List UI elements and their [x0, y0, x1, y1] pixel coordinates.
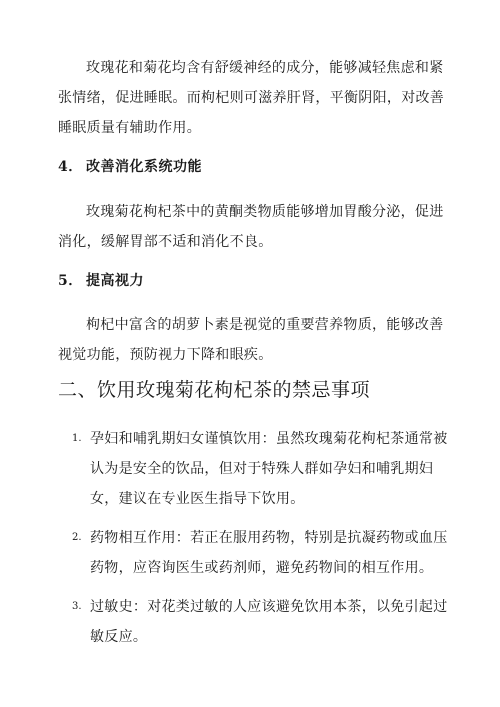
- list-marker: 3.: [72, 601, 82, 612]
- list-item: [72, 523, 452, 583]
- subheading-vision: [58, 271, 144, 291]
- subheading-number: 4．: [58, 159, 83, 175]
- list-item-text: 药物相互作用：若正在服用药物，特别是抗凝药物或血压药物，应咨询医生或药剂师，避免药物间的相互作用。: [90, 530, 448, 576]
- subheading-text: 提高视力: [86, 273, 144, 289]
- paragraph-sleep: 玫瑰花和菊花均含有舒缓神经的成分，能够减轻焦虑和紧张情绪，促进睡眠。而枸杞则可滋养肝肾，平衡阴阳，对改善睡眠质量有辅助作用。: [58, 60, 445, 136]
- section-title: 二、饮用玫瑰菊花枸杞茶的禁忌事项: [58, 379, 371, 401]
- paragraph-vision: 枸杞中富含的胡萝卜素是视觉的重要营养物质，能够改善视觉功能，预防视力下降和眼疾。: [58, 317, 444, 363]
- list-item-text: 孕妇和哺乳期妇女谨慎饮用：虽然玫瑰菊花枸杞茶通常被认为是安全的饮品，但对于特殊人群如孕妇和哺乳期妇女，建议在专业医生指导下饮用。: [90, 431, 448, 507]
- subheading-number: 5．: [58, 273, 83, 289]
- subheading-digestion: [58, 157, 202, 177]
- paragraph-digestion: 玫瑰菊花枸杞茶中的黄酮类物质能够增加胃酸分泌，促进消化，缓解胃部不适和消化不良。: [58, 204, 444, 250]
- list-item-text: 过敏史：对花类过敏的人应该避免饮用本茶，以免引起过敏反应。: [90, 599, 448, 645]
- subheading-text: 改善消化系统功能: [86, 159, 202, 175]
- list-item: [72, 424, 452, 514]
- list-marker: 2.: [72, 532, 82, 543]
- list-item: [72, 592, 452, 652]
- list-marker: 1.: [72, 433, 82, 444]
